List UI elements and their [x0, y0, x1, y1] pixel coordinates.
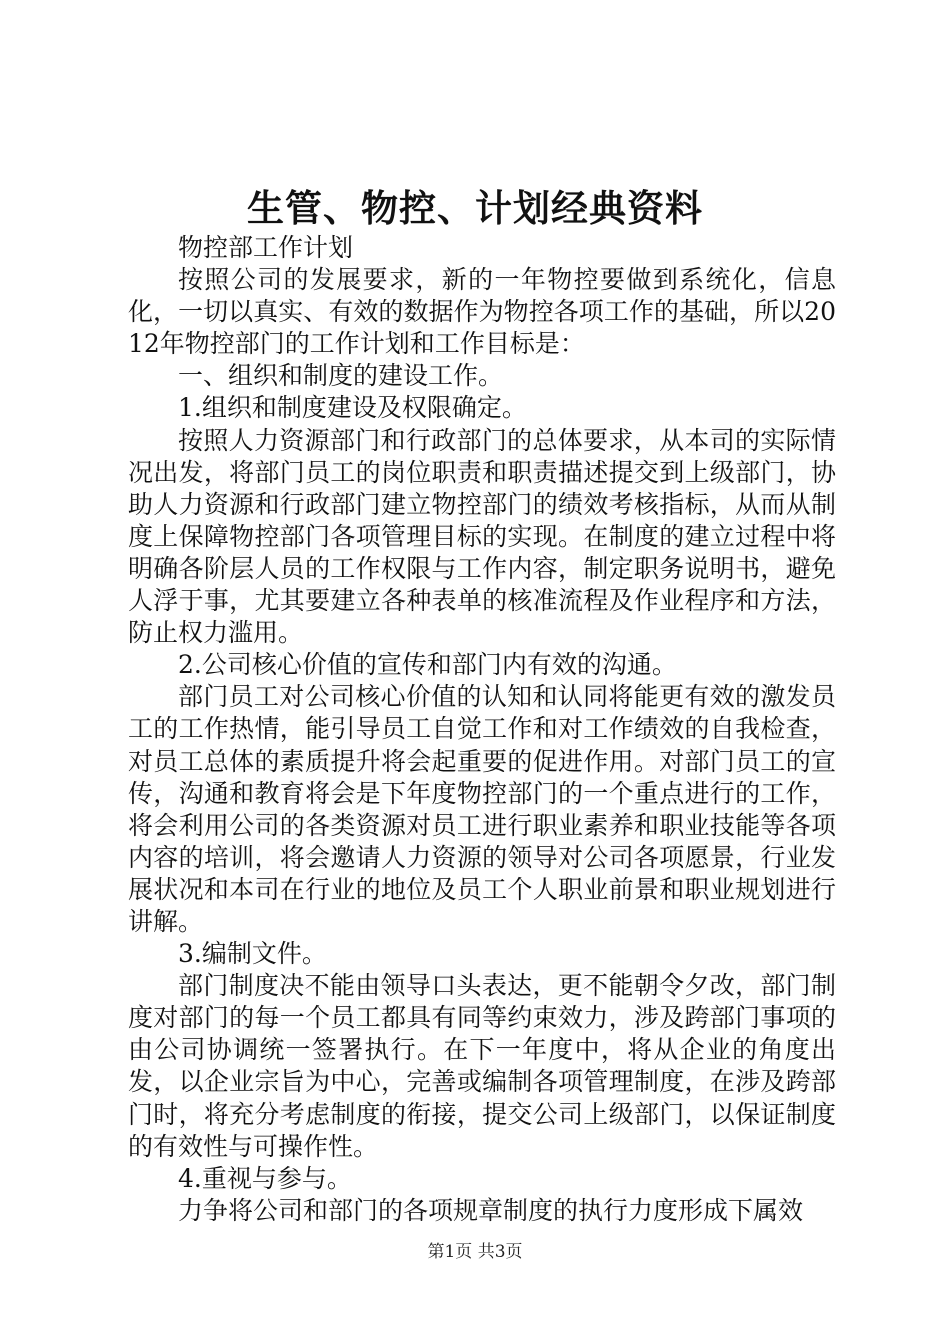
paragraph: 按照人力资源部门和行政部门的总体要求，从本司的实际情况出发，将部门员工的岗位职责和职责描述提交到上级部门，协助人力资源和行政部门建立物控部门的绩效考核指标，从而从制度上保障物控部门各项管理目标的实现。在制度的建立过程中将明确各阶层人员的工作权限与工作内容，制定职务说明书，避免人浮于事，尤其要建立各种表单的核准流程及作业程序和方法，防止权力滥用。 — [128, 425, 836, 648]
subsection-heading: 1.组织和制度建设及权限确定。 — [178, 393, 527, 423]
page-number-footer: 第1页 共3页 — [427, 1242, 523, 1262]
paragraph: 按照公司的发展要求，新的一年物控要做到系统化，信息化，一切以真实、有效的数据作为物控各项工作的基础，所以2012年物控部门的工作计划和工作目标是： — [128, 265, 836, 359]
paragraph: 部门制度决不能由领导口头表达，更不能朝令夕改，部门制度对部门的每一个员工都具有同等约束效力，涉及跨部门事项的由公司协调统一签署执行。在下一年度中，将从企业的角度出发，以企业宗旨为中心，完善或编制各项管理制度，在涉及跨部门时，将充分考虑制度的衔接，提交公司上级部门，以保证制度的有效性与可操作性。 — [128, 971, 836, 1161]
subsection-heading: 3.编制文件。 — [178, 939, 327, 969]
subsection-heading: 4.重视与参与。 — [178, 1163, 352, 1193]
paragraph: 力争将公司和部门的各项规章制度的执行力度形成下属效 — [178, 1195, 804, 1225]
paragraph: 部门员工对公司核心价值的认知和认同将能更有效的激发员工的工作热情，能引导员工自觉工作和对工作绩效的自我检查，对员工总体的素质提升将会起重要的促进作用。对部门员工的宣传，沟通和教育将会是下年度物控部门的一个重点进行的工作，将会利用公司的各类资源对员工进行职业素养和职业技能等各项内容的培训，将会邀请人力资源的领导对公司各项愿景，行业发展状况和本司在行业的地位及员工个人职业前景和职业规划进行讲解。 — [128, 682, 836, 936]
paragraph: 物控部工作计划 — [178, 233, 354, 262]
section-heading: 一、组织和制度的建设工作。 — [178, 361, 504, 391]
document-title: 生管、物控、计划经典资料 — [247, 186, 703, 230]
subsection-heading: 2.公司核心价值的宣传和部门内有效的沟通。 — [178, 650, 677, 680]
document-body — [128, 232, 836, 1227]
